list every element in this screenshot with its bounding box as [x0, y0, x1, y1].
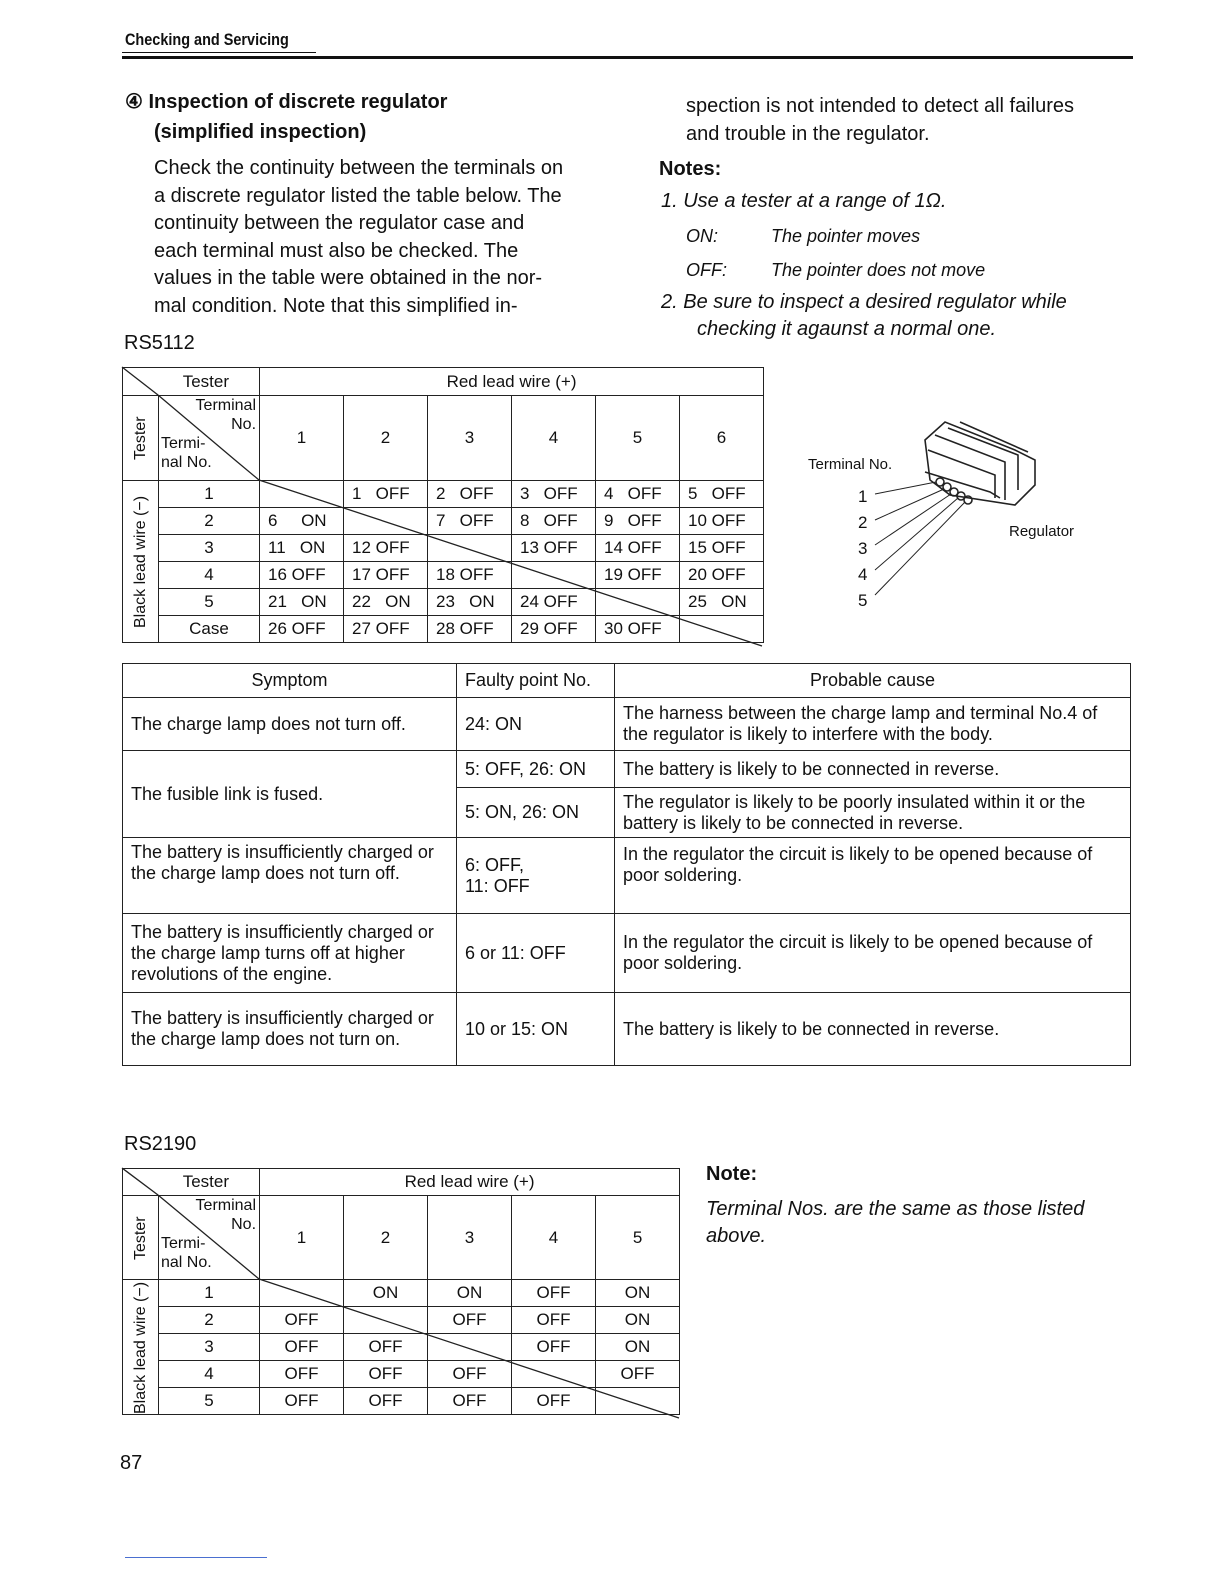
on-text: The pointer moves [771, 226, 921, 246]
continuity-cell: 20 OFF [680, 562, 764, 589]
continuity-cell: OFF [428, 1388, 512, 1415]
row-label: 3 [159, 1334, 260, 1361]
continuity-cell [344, 1307, 428, 1334]
col-header: 2 [344, 396, 428, 481]
col-header: 5 [596, 1196, 680, 1280]
table-row [123, 1361, 680, 1388]
col-header: 4 [512, 1196, 596, 1280]
continuity-cell: 6 ON [260, 508, 344, 535]
cause-cell: The harness between the charge lamp and terminal No.4 of the regulator is likely to interfere with the body. [615, 698, 1131, 751]
note-title: Note: [706, 1163, 758, 1185]
col-header: 6 [680, 396, 764, 481]
continuity-cell: 3 OFF [512, 481, 596, 508]
symptom-cell: The battery is insufficiently charged or the charge lamp turns off at higher revolutions of the engine. [123, 914, 457, 993]
cause-header: Probable cause [615, 664, 1131, 698]
section-number: ④ [125, 91, 143, 113]
text-line: Check the continuity between the terminals on [154, 157, 564, 179]
regulator-caption: Regulator [1009, 523, 1075, 540]
continuity-cell: 5 OFF [680, 481, 764, 508]
faulty-point-cell: 6 or 11: OFF [457, 914, 615, 993]
terminal-no-caption: Terminal No. [808, 456, 893, 473]
continuity-cell: ON [344, 1280, 428, 1307]
continuity-cell: 17 OFF [344, 562, 428, 589]
symptom-header: Symptom [123, 664, 457, 698]
terminal-number: 4 [858, 565, 868, 584]
page-number: 87 [120, 1452, 143, 1474]
continuity-cell [428, 1334, 512, 1361]
tester-label: Tester [182, 371, 230, 391]
continuity-cell: 21 ON [260, 589, 344, 616]
off-label: OFF: [686, 260, 727, 280]
tester-header [123, 1169, 260, 1196]
continuity-cell: 2 OFF [428, 481, 512, 508]
continuity-cell: 28 OFF [428, 616, 512, 643]
row-label: 4 [159, 562, 260, 589]
cause-cell: In the regulator the circuit is likely to be opened because of poor soldering. [615, 838, 1131, 914]
terminal-number: 2 [858, 513, 868, 532]
red-lead-header: Red lead wire (+) [260, 1169, 680, 1196]
continuity-cell: 13 OFF [512, 535, 596, 562]
col-header: 1 [260, 1196, 344, 1280]
faulty-point-cell: 24: ON [457, 698, 615, 751]
continuity-cell: ON [596, 1334, 680, 1361]
row-label: 5 [159, 1388, 260, 1415]
symptom-cell: The battery is insufficiently charged or the charge lamp does not turn on. [123, 993, 457, 1066]
continuity-cell: OFF [596, 1361, 680, 1388]
on-label: ON: [686, 226, 719, 246]
text-line: each terminal must also be checked. The [154, 239, 519, 262]
termi-label: Termi- nal No. [161, 435, 212, 471]
note-1: 1. Use a tester at a range of 1Ω. [661, 190, 947, 212]
symptom-cell: The fusible link is fused. [123, 751, 457, 838]
continuity-cell [596, 1388, 680, 1415]
terminal-numbers [858, 484, 867, 614]
page-header: Checking and Servicing [125, 30, 289, 49]
regulator-diagram [800, 410, 1080, 610]
col-header: 3 [428, 1196, 512, 1280]
continuity-cell: 16 OFF [260, 562, 344, 589]
continuity-cell: 23 ON [428, 589, 512, 616]
continuity-cell: 14 OFF [596, 535, 680, 562]
terminal-number: 1 [858, 487, 868, 506]
terminal-no-label: Terminal No. [195, 397, 257, 433]
continuity-cell: 4 OFF [596, 481, 680, 508]
text-line: mal condition. Note that this simplified in- [154, 294, 518, 317]
col-header: 4 [512, 396, 596, 481]
cause-cell: In the regulator the circuit is likely to be opened because of poor soldering. [615, 914, 1131, 993]
table-row [123, 1280, 680, 1307]
continuity-cell [512, 1361, 596, 1388]
tester-label: Tester [182, 1172, 230, 1191]
section-title-line1: Inspection of discrete regulator [148, 91, 448, 113]
text-line: values in the table were obtained in the nor- [154, 267, 543, 289]
notes-title: Notes: [659, 158, 722, 180]
col-header: 2 [344, 1196, 428, 1280]
continuity-cell: 10 OFF [680, 508, 764, 535]
note-2: 2. Be sure to inspect a desired regulator while [661, 291, 1067, 313]
faulty-point-cell: 5: OFF, 26: ON [457, 751, 615, 788]
faulty-point-header: Faulty point No. [457, 664, 615, 698]
row-label: 4 [159, 1361, 260, 1388]
continuity-cell: ON [428, 1280, 512, 1307]
continuity-cell: 8 OFF [512, 508, 596, 535]
cause-cell: The regulator is likely to be poorly insulated within it or the battery is likely to be connected in reverse. [615, 788, 1131, 838]
continuity-cell: OFF [260, 1307, 344, 1334]
continuity-cell [260, 1280, 344, 1307]
note-text-1: Terminal Nos. are the same as those listed [706, 1198, 1085, 1220]
continuity-cell: 18 OFF [428, 562, 512, 589]
continuity-cell: 27 OFF [344, 616, 428, 643]
continuity-cell: ON [596, 1307, 680, 1334]
section-subtitle: (simplified inspection) [154, 121, 367, 143]
note-text-2: above. [706, 1225, 767, 1247]
table-row [123, 1307, 680, 1334]
faulty-point-cell: 6: OFF, 11: OFF [457, 838, 615, 914]
continuity-cell: 19 OFF [596, 562, 680, 589]
row-label: 2 [159, 508, 260, 535]
continuity-cell: ON [596, 1280, 680, 1307]
continuity-cell: 7 OFF [428, 508, 512, 535]
continuity-cell: 11 ON [260, 535, 344, 562]
table-row [123, 1388, 680, 1415]
continuity-cell: OFF [512, 1388, 596, 1415]
termi-label: Termi- nal No. [161, 1235, 212, 1271]
terminal-number: 5 [858, 591, 868, 610]
cause-cell: The battery is likely to be connected in reverse. [615, 993, 1131, 1066]
continuity-cell: 24 OFF [512, 589, 596, 616]
tester-side-label: Tester [123, 396, 159, 481]
faulty-point-cell: 5: ON, 26: ON [457, 788, 615, 838]
row-label: 1 [159, 1280, 260, 1307]
text-line: continuity between the regulator case and [154, 212, 525, 234]
continuity-cell: 12 OFF [344, 535, 428, 562]
continuity-cell: 25 ON [680, 589, 764, 616]
continuity-cell: 26 OFF [260, 616, 344, 643]
continuity-cell: OFF [512, 1280, 596, 1307]
continuity-table-rs2190 [122, 1168, 680, 1415]
continuity-cell: OFF [428, 1361, 512, 1388]
faulty-point-cell: 10 or 15: ON [457, 993, 615, 1066]
note-2-cont: checking it agaunst a normal one. [697, 318, 997, 340]
terminal-no-label: Terminal No. [195, 1197, 257, 1233]
col-header: 3 [428, 396, 512, 481]
continuity-cell: OFF [512, 1307, 596, 1334]
symptom-cell: The battery is insufficiently charged or the charge lamp does not turn off. [123, 838, 457, 914]
footer-line [125, 1557, 267, 1558]
row-label: 5 [159, 589, 260, 616]
continuity-cell: 15 OFF [680, 535, 764, 562]
col-header: 5 [596, 396, 680, 481]
continuity-cell: OFF [344, 1361, 428, 1388]
row-label: 3 [159, 535, 260, 562]
continuity-cell: 1 OFF [344, 481, 428, 508]
continuity-cell: 22 ON [344, 589, 428, 616]
model-rs5112: RS5112 [124, 332, 195, 354]
continuity-cell: 30 OFF [596, 616, 680, 643]
continuity-cell: OFF [512, 1334, 596, 1361]
cause-cell: The battery is likely to be connected in reverse. [615, 751, 1131, 788]
text-line: and trouble in the regulator. [686, 122, 930, 145]
continuity-cell: OFF [428, 1307, 512, 1334]
red-lead-header: Red lead wire (+) [260, 368, 764, 396]
off-text: The pointer does not move [771, 260, 986, 280]
symptom-cell: The charge lamp does not turn off. [123, 698, 457, 751]
continuity-cell: 29 OFF [512, 616, 596, 643]
continuity-cell: OFF [344, 1334, 428, 1361]
row-label: 2 [159, 1307, 260, 1334]
text-line: spection is not intended to detect all failures [686, 95, 1075, 117]
text-line: a discrete regulator listed the table below. The [154, 184, 562, 207]
table-row [123, 1334, 680, 1361]
black-lead-label: Black lead wire (−) [123, 1280, 159, 1415]
symptom-table [122, 663, 1131, 1066]
continuity-cell: OFF [260, 1361, 344, 1388]
terminal-corner [159, 1196, 260, 1280]
terminal-number: 3 [858, 539, 868, 558]
continuity-cell: OFF [260, 1388, 344, 1415]
regulator-icon [925, 422, 1035, 505]
continuity-cell: OFF [260, 1334, 344, 1361]
model-rs2190: RS2190 [124, 1133, 197, 1155]
row-label: Case [159, 616, 260, 643]
continuity-cell: 9 OFF [596, 508, 680, 535]
tester-side-label: Tester [123, 1196, 159, 1280]
black-lead-label: Black lead wire (−) [123, 481, 159, 643]
col-header: 1 [260, 396, 344, 481]
row-label: 1 [159, 481, 260, 508]
continuity-cell: OFF [344, 1388, 428, 1415]
